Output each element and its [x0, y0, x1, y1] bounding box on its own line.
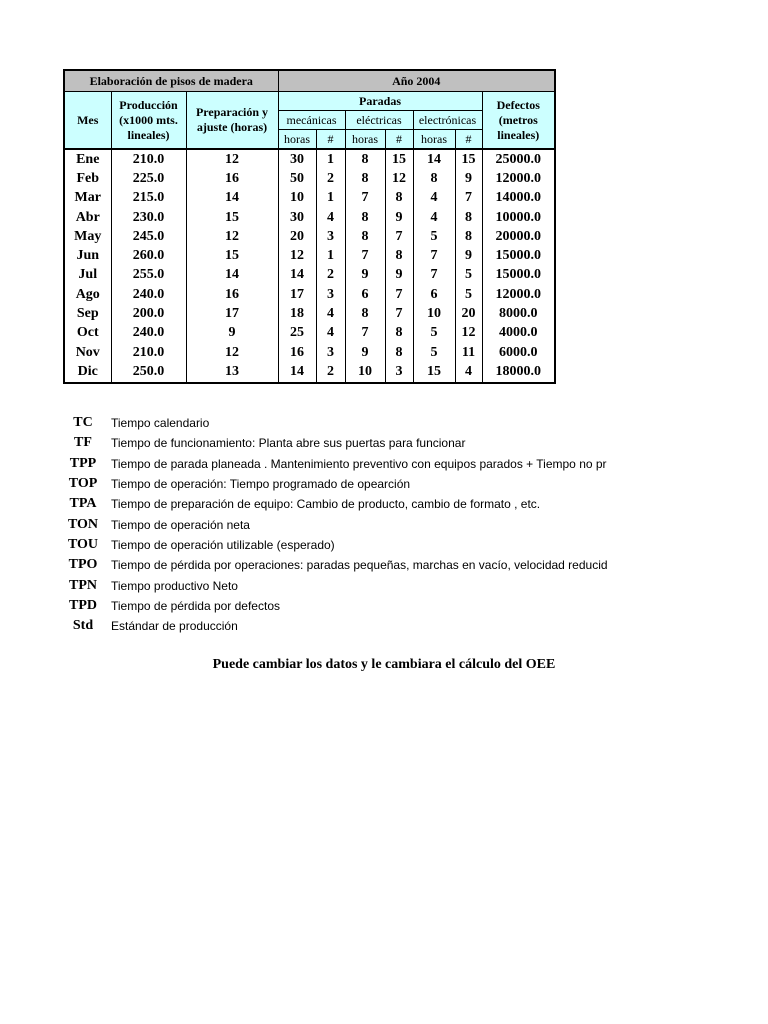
- table-title: Elaboración de pisos de madera: [64, 70, 278, 92]
- cell-produccion: 215.0: [111, 189, 186, 208]
- cell-defectos: 25000.0: [482, 149, 555, 169]
- cell-mec-horas: 18: [278, 304, 316, 323]
- cell-eln-num: 8: [455, 208, 482, 227]
- production-table: [63, 69, 556, 384]
- cell-mec-horas: 12: [278, 246, 316, 265]
- cell-produccion: 200.0: [111, 304, 186, 323]
- cell-eln-horas: 7: [413, 266, 455, 285]
- cell-eln-num: 4: [455, 362, 482, 382]
- cell-mec-num: 1: [316, 189, 345, 208]
- cell-eln-num: 5: [455, 285, 482, 304]
- table-row: [64, 343, 555, 362]
- cell-defectos: 18000.0: [482, 362, 555, 382]
- table-row: [64, 285, 555, 304]
- glossary: [64, 413, 632, 636]
- header-ele-num: #: [385, 130, 413, 150]
- cell-produccion: 230.0: [111, 208, 186, 227]
- cell-mec-horas: 17: [278, 285, 316, 304]
- cell-eln-horas: 8: [413, 169, 455, 188]
- cell-eln-num: 5: [455, 266, 482, 285]
- cell-eln-num: 12: [455, 324, 482, 343]
- cell-ele-num: 7: [385, 304, 413, 323]
- cell-eln-horas: 15: [413, 362, 455, 382]
- cell-preparacion: 13: [186, 362, 278, 382]
- table-body: [64, 149, 555, 383]
- header-mes: Mes: [64, 92, 111, 150]
- cell-produccion: 210.0: [111, 343, 186, 362]
- glossary-item: [64, 575, 632, 595]
- cell-eln-horas: 6: [413, 285, 455, 304]
- footer-note: Puede cambiar los datos y le cambiara el cálculo del OEE: [212, 657, 556, 672]
- glossary-description: Estándar de producción: [111, 619, 238, 634]
- production-table-container: [63, 69, 556, 384]
- cell-preparacion: 16: [186, 285, 278, 304]
- table-row: [64, 266, 555, 285]
- glossary-description: Tiempo de preparación de equipo: Cambio de producto, cambio de formato , etc.: [111, 497, 541, 512]
- glossary-description: Tiempo de funcionamiento: Planta abre sus puertas para funcionar: [111, 436, 466, 451]
- cell-defectos: 10000.0: [482, 208, 555, 227]
- cell-mec-horas: 10: [278, 189, 316, 208]
- cell-ele-num: 7: [385, 227, 413, 246]
- cell-ele-num: 8: [385, 246, 413, 265]
- cell-mec-horas: 16: [278, 343, 316, 362]
- glossary-code: TOP: [68, 476, 98, 492]
- cell-ele-num: 15: [385, 149, 413, 169]
- cell-preparacion: 12: [186, 343, 278, 362]
- header-electricas: eléctricas: [345, 111, 413, 130]
- cell-ele-horas: 8: [345, 227, 385, 246]
- cell-defectos: 6000.0: [482, 343, 555, 362]
- cell-mes: Dic: [64, 362, 111, 382]
- cell-mec-horas: 14: [278, 266, 316, 285]
- cell-ele-horas: 6: [345, 285, 385, 304]
- cell-mec-horas: 20: [278, 227, 316, 246]
- cell-produccion: 210.0: [111, 149, 186, 169]
- header-electronicas: electrónicas: [413, 111, 482, 130]
- cell-mes: Abr: [64, 208, 111, 227]
- header-paradas: Paradas: [278, 92, 482, 111]
- header-preparacion: Preparación y ajuste (horas): [186, 92, 278, 150]
- cell-mes: Mar: [64, 189, 111, 208]
- glossary-code: TPA: [69, 496, 97, 512]
- cell-mec-num: 4: [316, 324, 345, 343]
- cell-defectos: 12000.0: [482, 285, 555, 304]
- cell-preparacion: 16: [186, 169, 278, 188]
- glossary-item: [64, 454, 632, 474]
- header-ele-horas: horas: [345, 130, 385, 150]
- glossary-code: TPO: [68, 557, 98, 573]
- cell-defectos: 12000.0: [482, 169, 555, 188]
- glossary-item: [64, 555, 632, 575]
- cell-mec-num: 3: [316, 285, 345, 304]
- cell-ele-horas: 8: [345, 208, 385, 227]
- cell-mec-num: 2: [316, 169, 345, 188]
- cell-produccion: 240.0: [111, 285, 186, 304]
- cell-mes: May: [64, 227, 111, 246]
- cell-ele-num: 8: [385, 189, 413, 208]
- cell-mes: Feb: [64, 169, 111, 188]
- cell-eln-num: 9: [455, 246, 482, 265]
- header-mec-horas: horas: [278, 130, 316, 150]
- cell-ele-horas: 10: [345, 362, 385, 382]
- cell-eln-num: 8: [455, 227, 482, 246]
- cell-ele-horas: 7: [345, 324, 385, 343]
- cell-ele-num: 9: [385, 208, 413, 227]
- cell-eln-num: 20: [455, 304, 482, 323]
- table-row: [64, 149, 555, 169]
- cell-defectos: 15000.0: [482, 246, 555, 265]
- cell-mec-num: 4: [316, 208, 345, 227]
- cell-eln-horas: 5: [413, 227, 455, 246]
- cell-defectos: 8000.0: [482, 304, 555, 323]
- cell-eln-horas: 10: [413, 304, 455, 323]
- cell-eln-horas: 5: [413, 324, 455, 343]
- cell-mes: Ene: [64, 149, 111, 169]
- glossary-code: TPP: [69, 455, 97, 471]
- cell-defectos: 15000.0: [482, 266, 555, 285]
- cell-ele-num: 7: [385, 285, 413, 304]
- glossary-description: Tiempo calendario: [111, 416, 210, 431]
- cell-preparacion: 14: [186, 189, 278, 208]
- cell-ele-horas: 9: [345, 266, 385, 285]
- cell-preparacion: 15: [186, 208, 278, 227]
- cell-ele-num: 12: [385, 169, 413, 188]
- header-mecanicas: mecánicas: [278, 111, 345, 130]
- header-produccion: Producción (x1000 mts. lineales): [111, 92, 186, 150]
- cell-mes: Jul: [64, 266, 111, 285]
- cell-mec-num: 3: [316, 227, 345, 246]
- cell-preparacion: 12: [186, 227, 278, 246]
- cell-preparacion: 15: [186, 246, 278, 265]
- cell-eln-num: 15: [455, 149, 482, 169]
- cell-ele-num: 8: [385, 343, 413, 362]
- cell-ele-horas: 9: [345, 343, 385, 362]
- cell-eln-horas: 4: [413, 208, 455, 227]
- cell-preparacion: 14: [186, 266, 278, 285]
- glossary-code: TPD: [69, 597, 97, 613]
- table-row: [64, 208, 555, 227]
- cell-mes: Oct: [64, 324, 111, 343]
- cell-ele-horas: 8: [345, 304, 385, 323]
- glossary-code: TON: [67, 516, 99, 532]
- table-row: [64, 169, 555, 188]
- cell-mec-horas: 30: [278, 208, 316, 227]
- glossary-item: [64, 535, 632, 555]
- glossary-item: [64, 413, 632, 433]
- glossary-code: Std: [72, 618, 94, 634]
- table-row: [64, 189, 555, 208]
- cell-mec-num: 3: [316, 343, 345, 362]
- cell-produccion: 250.0: [111, 362, 186, 382]
- glossary-item: [64, 514, 632, 534]
- glossary-description: Tiempo de operación neta: [111, 517, 250, 532]
- table-row: [64, 304, 555, 323]
- cell-eln-num: 7: [455, 189, 482, 208]
- header-eln-num: #: [455, 130, 482, 150]
- cell-ele-num: 3: [385, 362, 413, 382]
- cell-mec-num: 2: [316, 362, 345, 382]
- glossary-item: [64, 616, 632, 636]
- table-row: [64, 362, 555, 382]
- cell-preparacion: 12: [186, 149, 278, 169]
- cell-defectos: 20000.0: [482, 227, 555, 246]
- cell-mec-horas: 25: [278, 324, 316, 343]
- cell-mec-horas: 50: [278, 169, 316, 188]
- cell-eln-horas: 14: [413, 149, 455, 169]
- cell-preparacion: 9: [186, 324, 278, 343]
- cell-eln-horas: 4: [413, 189, 455, 208]
- cell-mec-num: 1: [316, 149, 345, 169]
- cell-mec-horas: 30: [278, 149, 316, 169]
- cell-mec-num: 1: [316, 246, 345, 265]
- cell-produccion: 260.0: [111, 246, 186, 265]
- cell-ele-num: 8: [385, 324, 413, 343]
- glossary-description: Tiempo de operación utilizable (esperado): [111, 537, 335, 552]
- cell-mes: Sep: [64, 304, 111, 323]
- glossary-description: Tiempo de pérdida por defectos: [111, 598, 280, 613]
- cell-ele-horas: 7: [345, 189, 385, 208]
- table-row: [64, 246, 555, 265]
- cell-produccion: 240.0: [111, 324, 186, 343]
- cell-ele-num: 9: [385, 266, 413, 285]
- cell-produccion: 225.0: [111, 169, 186, 188]
- cell-mes: Jun: [64, 246, 111, 265]
- cell-mec-num: 4: [316, 304, 345, 323]
- glossary-description: Tiempo de operación: Tiempo programado de opearción: [111, 477, 411, 492]
- glossary-code: TF: [74, 435, 92, 451]
- glossary-item: [64, 494, 632, 514]
- glossary-item: [64, 433, 632, 453]
- cell-produccion: 255.0: [111, 266, 186, 285]
- cell-mec-num: 2: [316, 266, 345, 285]
- glossary-description: Tiempo productivo Neto: [111, 578, 238, 593]
- header-defectos: Defectos (metros lineales): [482, 92, 555, 150]
- table-row: [64, 324, 555, 343]
- cell-mec-horas: 14: [278, 362, 316, 382]
- cell-ele-horas: 7: [345, 246, 385, 265]
- glossary-code: TOU: [67, 536, 99, 552]
- table-row: [64, 227, 555, 246]
- glossary-code: TPN: [69, 577, 97, 593]
- cell-mes: Ago: [64, 285, 111, 304]
- glossary-description: Tiempo de parada planeada . Mantenimiento preventivo con equipos parados + Tiempo no pr: [111, 456, 607, 471]
- glossary-description: Tiempo de pérdida por operaciones: paradas pequeñas, marchas en vacío, velocidad reducid: [111, 558, 608, 573]
- cell-ele-horas: 8: [345, 149, 385, 169]
- cell-ele-horas: 8: [345, 169, 385, 188]
- glossary-item: [64, 474, 632, 494]
- cell-defectos: 4000.0: [482, 324, 555, 343]
- glossary-code: TC: [73, 415, 93, 431]
- header-mec-num: #: [316, 130, 345, 150]
- cell-produccion: 245.0: [111, 227, 186, 246]
- year-label: Año 2004: [278, 70, 555, 92]
- cell-eln-num: 11: [455, 343, 482, 362]
- glossary-item: [64, 596, 632, 616]
- cell-eln-horas: 7: [413, 246, 455, 265]
- cell-defectos: 14000.0: [482, 189, 555, 208]
- cell-eln-num: 9: [455, 169, 482, 188]
- cell-mes: Nov: [64, 343, 111, 362]
- header-eln-horas: horas: [413, 130, 455, 150]
- cell-eln-horas: 5: [413, 343, 455, 362]
- cell-preparacion: 17: [186, 304, 278, 323]
